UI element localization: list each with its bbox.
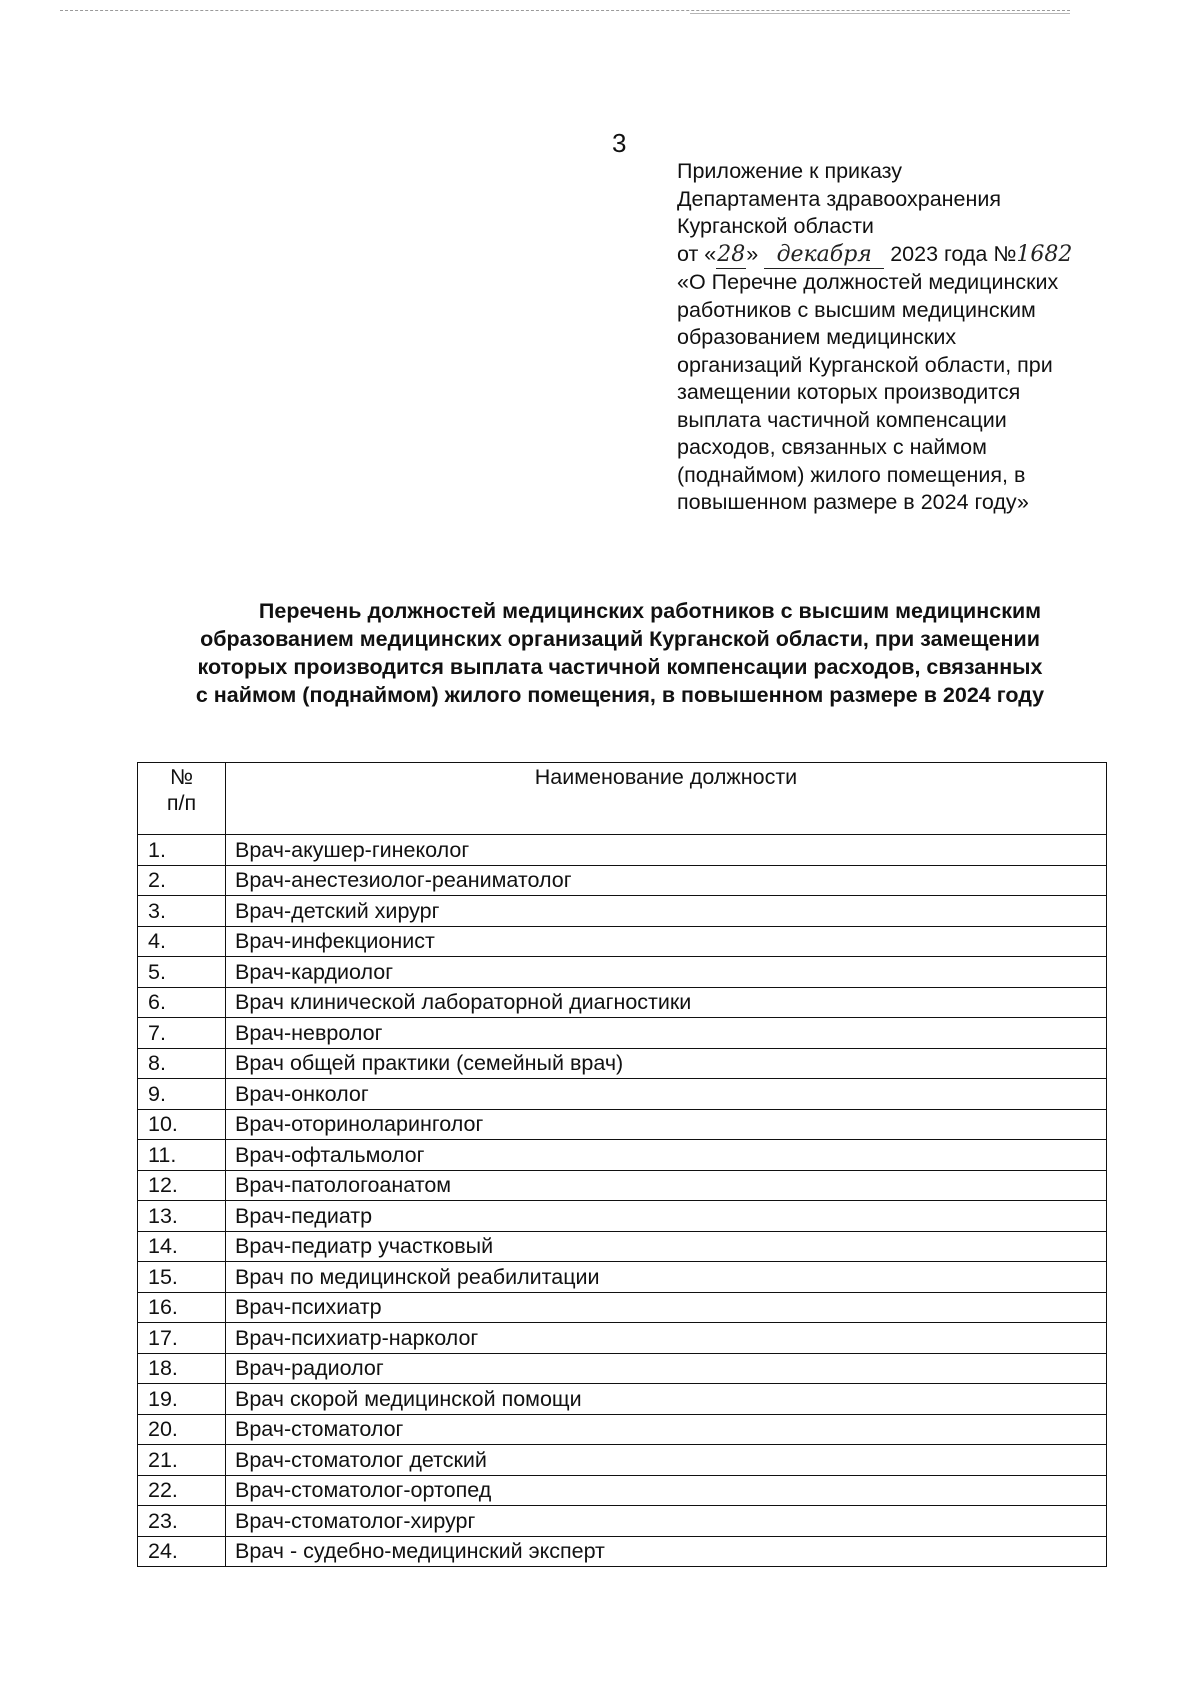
- row-number: 15.: [138, 1262, 226, 1293]
- position-name: Врач-психиатр: [226, 1292, 1107, 1323]
- table-row: [138, 865, 1107, 896]
- row-number: 2.: [138, 865, 226, 896]
- document-title: [130, 597, 1110, 709]
- date-prefix: от «: [677, 241, 717, 266]
- appendix-date-line: [677, 241, 1147, 270]
- table-row: [138, 1170, 1107, 1201]
- row-number: 3.: [138, 896, 226, 927]
- position-name: Врач-детский хирург: [226, 896, 1107, 927]
- table-row: [138, 1262, 1107, 1293]
- order-title-line: организаций Курганской области, при: [677, 352, 1053, 377]
- table-body: [138, 835, 1107, 1567]
- row-number: 14.: [138, 1231, 226, 1262]
- table-row: [138, 1079, 1107, 1110]
- row-number: 16.: [138, 1292, 226, 1323]
- table-row: [138, 1475, 1107, 1506]
- table-row: [138, 1018, 1107, 1049]
- order-title-line: выплата частичной компенсации: [677, 407, 1007, 432]
- position-name: Врач-стоматолог-хирург: [226, 1506, 1107, 1537]
- position-name: Врач-кардиолог: [226, 957, 1107, 988]
- table-row: [138, 1048, 1107, 1079]
- position-name: Врач-онколог: [226, 1079, 1107, 1110]
- order-title-line: работников с высшим медицинским: [677, 297, 1036, 322]
- table-row: [138, 987, 1107, 1018]
- appendix-line: Курганской области: [677, 214, 874, 238]
- table-row: [138, 896, 1107, 927]
- table-row: [138, 1292, 1107, 1323]
- order-title-line: замещении которых производится: [677, 380, 1021, 404]
- row-number: 13.: [138, 1201, 226, 1232]
- table-header-row: [138, 763, 1107, 835]
- row-number: 22.: [138, 1475, 226, 1506]
- row-number: 7.: [138, 1018, 226, 1049]
- table-row: [138, 1201, 1107, 1232]
- handwritten-order-number: 1682: [1016, 241, 1073, 267]
- date-suffix: 2023 года №: [890, 241, 1017, 266]
- position-name: Врач-стоматолог: [226, 1414, 1107, 1445]
- appendix-header: [677, 158, 1147, 517]
- positions-table: [137, 762, 1107, 1567]
- table-row: [138, 1323, 1107, 1354]
- position-name: Врач скорой медицинской помощи: [226, 1384, 1107, 1415]
- scan-artifact-line: [690, 13, 1070, 14]
- header-number-abbrev: п/п: [166, 791, 197, 815]
- row-number: 21.: [138, 1445, 226, 1476]
- table-row: [138, 835, 1107, 866]
- page-number: 3: [612, 128, 627, 158]
- position-name: Врач-педиатр: [226, 1201, 1107, 1232]
- header-name-column: Наименование должности: [226, 763, 1107, 835]
- position-name: Врач по медицинской реабилитации: [226, 1262, 1107, 1293]
- position-name: Врач-анестезиолог-реаниматолог: [226, 865, 1107, 896]
- table-row: [138, 1445, 1107, 1476]
- table-row: [138, 1536, 1107, 1567]
- title-line: с наймом (поднаймом) жилого помещения, в повышенном размере в 2024 году: [195, 683, 1045, 707]
- position-name: Врач-стоматолог детский: [226, 1445, 1107, 1476]
- position-name: Врач - судебно-медицинский эксперт: [226, 1536, 1107, 1567]
- order-title-line: (поднаймом) жилого помещения, в: [677, 462, 1026, 487]
- table-row: [138, 926, 1107, 957]
- title-line: которых производится выплата частичной компенсации расходов, связанных: [197, 655, 1043, 679]
- header-number-symbol: №: [169, 765, 194, 789]
- position-name: Врач-патологоанатом: [226, 1170, 1107, 1201]
- handwritten-month: декабря: [764, 241, 884, 270]
- appendix-line: Департамента здравоохранения: [677, 186, 1002, 211]
- table-row: [138, 1414, 1107, 1445]
- title-line: Перечень должностей медицинских работников с высшим медицинским: [258, 599, 1042, 623]
- row-number: 5.: [138, 957, 226, 988]
- handwritten-day: 28: [716, 241, 746, 270]
- order-title-line: «О Перечне должностей медицинских: [677, 270, 1059, 294]
- position-name: Врач-оториноларинголог: [226, 1109, 1107, 1140]
- order-title-line: образованием медицинских: [677, 325, 957, 349]
- position-name: Врач-невролог: [226, 1018, 1107, 1049]
- table-row: [138, 957, 1107, 988]
- position-name: Врач общей практики (семейный врач): [226, 1048, 1107, 1079]
- row-number: 20.: [138, 1414, 226, 1445]
- position-name: Врач-офтальмолог: [226, 1140, 1107, 1171]
- appendix-line: Приложение к приказу: [677, 159, 903, 183]
- position-name: Врач-психиатр-нарколог: [226, 1323, 1107, 1354]
- row-number: 24.: [138, 1536, 226, 1567]
- row-number: 11.: [138, 1140, 226, 1171]
- row-number: 4.: [138, 926, 226, 957]
- row-number: 6.: [138, 987, 226, 1018]
- row-number: 9.: [138, 1079, 226, 1110]
- scan-artifact-line: [60, 10, 1070, 11]
- row-number: 23.: [138, 1506, 226, 1537]
- row-number: 17.: [138, 1323, 226, 1354]
- row-number: 19.: [138, 1384, 226, 1415]
- row-number: 18.: [138, 1353, 226, 1384]
- row-number: 1.: [138, 835, 226, 866]
- position-name: Врач-стоматолог-ортопед: [226, 1475, 1107, 1506]
- header-number-column: [138, 763, 226, 835]
- title-line: образованием медицинских организаций Курганской области, при замещении: [200, 627, 1040, 651]
- table-row: [138, 1109, 1107, 1140]
- table-row: [138, 1140, 1107, 1171]
- row-number: 8.: [138, 1048, 226, 1079]
- position-name: Врач-педиатр участковый: [226, 1231, 1107, 1262]
- table-row: [138, 1384, 1107, 1415]
- row-number: 12.: [138, 1170, 226, 1201]
- table-row: [138, 1506, 1107, 1537]
- order-title-line: повышенном размере в 2024 году»: [677, 490, 1029, 514]
- table-row: [138, 1353, 1107, 1384]
- position-name: Врач-инфекционист: [226, 926, 1107, 957]
- position-name: Врач клинической лабораторной диагностики: [226, 987, 1107, 1018]
- position-name: Врач-радиолог: [226, 1353, 1107, 1384]
- row-number: 10.: [138, 1109, 226, 1140]
- order-title-line: расходов, связанных с наймом: [677, 435, 987, 459]
- position-name: Врач-акушер-гинеколог: [226, 835, 1107, 866]
- table-row: [138, 1231, 1107, 1262]
- date-mid: »: [746, 241, 759, 266]
